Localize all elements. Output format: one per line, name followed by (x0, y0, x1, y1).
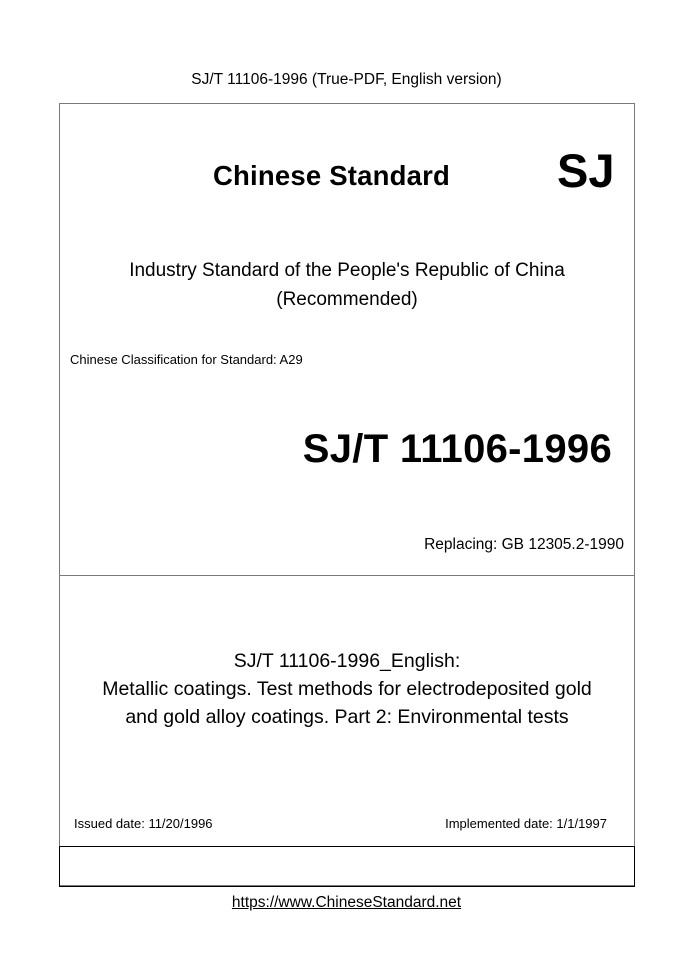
footer-bar (59, 846, 635, 887)
classification-label: Chinese Classification for Standard: A29 (70, 352, 303, 367)
standard-number: SJ/T 11106-1996 (302, 427, 612, 471)
cover-frame (59, 103, 635, 886)
document-title-line-2: Metallic coatings. Test methods for electrodeposited gold (102, 678, 592, 700)
site-link-container (0, 893, 693, 913)
section-divider (59, 575, 635, 576)
brand-title: Chinese Standard (213, 160, 451, 191)
brand-mark-sj: SJ (557, 144, 615, 197)
document-title-line-1: SJ/T 11106-1996_English: (233, 650, 461, 672)
replacing-label: Replacing: GB 12305.2-1990 (424, 536, 624, 553)
document-title-line-3: and gold alloy coatings. Part 2: Environmental tests (125, 706, 569, 728)
recommended-line: (Recommended) (276, 289, 418, 310)
implemented-date: Implemented date: 1/1/1997 (445, 816, 607, 831)
issued-date: Issued date: 11/20/1996 (74, 816, 213, 831)
site-link[interactable]: https://www.ChineseStandard.net (231, 894, 462, 911)
page-header: SJ/T 11106-1996 (True-PDF, English version) (191, 71, 502, 88)
industry-standard-line: Industry Standard of the People's Republic of China (129, 260, 565, 281)
